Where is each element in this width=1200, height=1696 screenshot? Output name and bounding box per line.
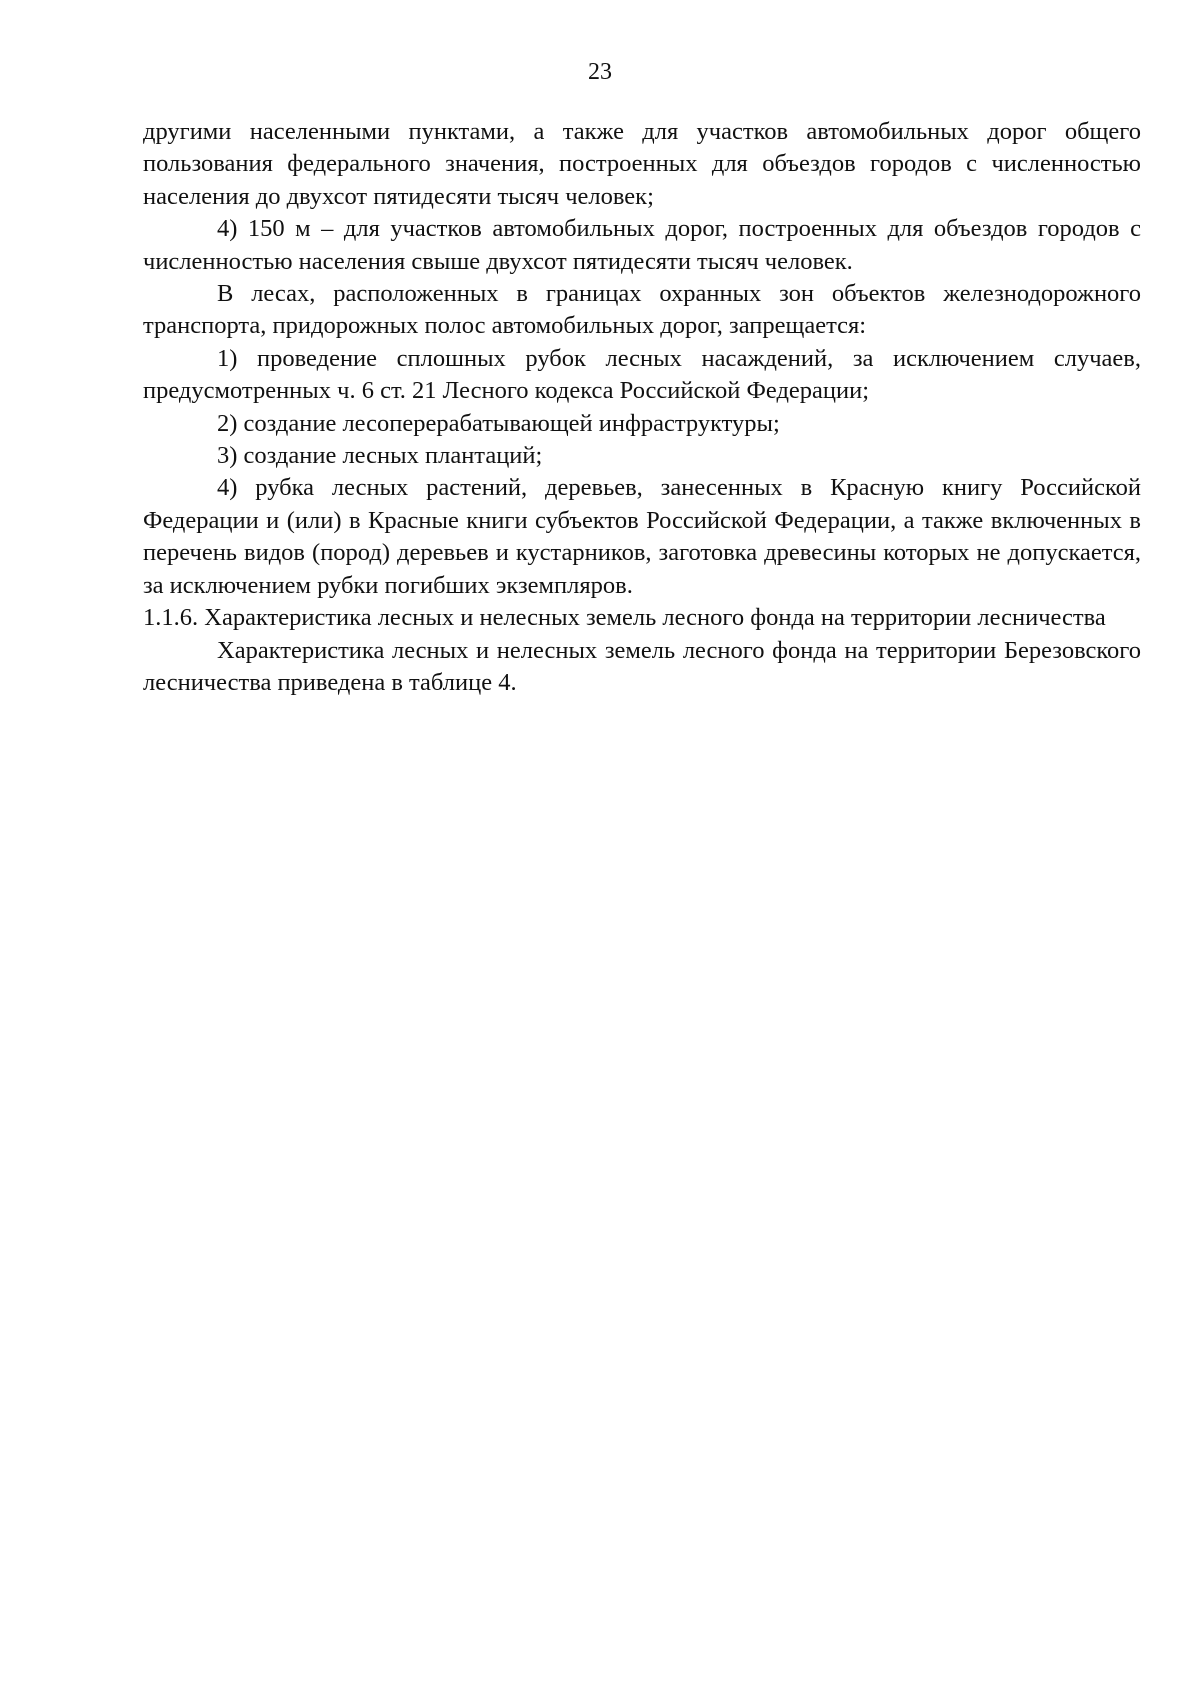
section-paragraph: Характеристика лесных и нелесных земель лесного фонда на территории Березовского лесничества приведена в таблице 4.	[143, 636, 1141, 696]
paragraph-prohibitions-intro: В лесах, расположенных в границах охранных зон объектов железнодорожного транспорта, придорожных полос автомобильных дорог, запрещается:	[143, 280, 1141, 340]
paragraph-prohibition-3: 3) создание лесных плантаций;	[217, 442, 543, 470]
paragraph-prohibition-2: 2) создание лесоперерабатывающей инфраструктуры;	[217, 409, 780, 437]
paragraph-prohibition-1: 1) проведение сплошных рубок лесных насаждений, за исключением случаев, предусмотренных ч. 6 ст. 21 Лесного кодекса Российской Федерации;	[143, 344, 1141, 405]
document-body	[143, 116, 1141, 699]
section-heading: 1.1.6. Характеристика лесных и нелесных земель лесного фонда на территории лесничества	[143, 604, 1106, 632]
paragraph-list-item-4-150m: 4) 150 м – для участков автомобильных дорог, построенных для объездов городов с численностью населения свыше двухсот пятидесяти тысяч человек.	[143, 215, 1141, 275]
paragraph-continuation: другими населенными пунктами, а также для участков автомобильных дорог общего пользования федерального значения, построенных для объездов городов с численностью населения до двухсот пятидесяти тысяч человек;	[143, 118, 1141, 210]
paragraph-prohibition-4: 4) рубка лесных растений, деревьев, занесенных в Красную книгу Российской Федерации и (или) в Красные книги субъектов Российской Федерации, а также включенных в перечень видов (пород) деревьев и кустарников, заготовка древесины которых не допускается, за исключением рубки погибших экземпляров.	[143, 474, 1141, 599]
page-number: 23	[588, 59, 612, 85]
